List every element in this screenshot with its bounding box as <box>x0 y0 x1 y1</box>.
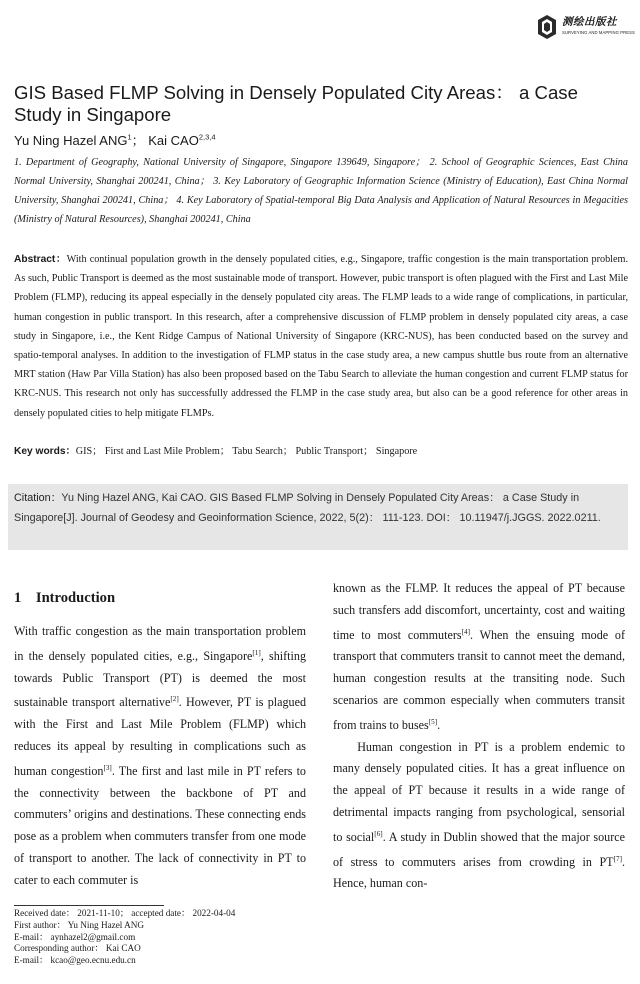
intro-right-column <box>333 578 625 895</box>
intro-paragraph-1-cont <box>333 578 625 737</box>
author-2-affil: 2,3,4 <box>198 132 216 142</box>
author-separator: ； <box>131 133 149 148</box>
abstract <box>14 250 628 423</box>
author-2: Kai CAO <box>148 133 199 148</box>
text-run: . However, PT is plagued with the First and Last Mile Problem (FLMP) which reduces its appeal by resulting in complications such as human congestion <box>14 695 306 778</box>
text-run: Human congestion in PT is a problem endemic to many densely populated cities. It has a great influence on the appeal of PT because it results in a wide range of detrimental impacts ranging from psychological, sensorial to social <box>333 739 625 844</box>
paper-title: GIS Based FLMP Solving in Densely Populated City Areas： a Case Study in Singapore <box>14 82 578 125</box>
intro-left-column <box>14 621 306 892</box>
corresponding-author-note: Corresponding author： Kai CAO <box>14 943 141 954</box>
citation-ref-4[interactable]: [4] <box>461 627 470 636</box>
footnote-divider <box>14 905 164 906</box>
keywords-label: Key words： <box>14 446 76 457</box>
text-run: . The first and last mile in PT refers to the connectivity between the backbone of PT and commuters’ origins and destinations. These connecting ends pose as a problem when commuters transfer from one mode of transport to another. The lack of connectivity in PT to cater to each commuter is <box>14 763 306 887</box>
publisher-logo <box>536 12 635 46</box>
author-line <box>14 130 216 149</box>
keywords <box>14 442 417 457</box>
corresponding-author-email[interactable]: E-mail： kcao@geo.ecnu.edu.cn <box>14 955 136 966</box>
citation-ref-6[interactable]: [6] <box>374 829 383 838</box>
citation-label: Citation： <box>14 492 62 504</box>
citation-ref-7[interactable]: [7] <box>613 854 622 863</box>
publisher-name-en: SURVEYING AND MAPPING PRESS <box>562 30 635 35</box>
intro-paragraph-1 <box>14 621 306 892</box>
first-author-email[interactable]: E-mail： aynhazel2@gmail.com <box>14 931 136 942</box>
publisher-emblem-icon <box>536 14 558 40</box>
received-date: Received date： 2021-11-10； accepted date： 2022-04-04 <box>14 908 236 918</box>
text-run: known as the FLMP. It reduces the appeal of PT because such transfers add discomfort, uncertainty, cost and waiting time to most commuters <box>333 581 625 642</box>
abstract-text: With continual population growth in the densely populated cities, e.g., Singapore, traffic congestion is the main transportation problem. As such, Public Transport is deemed as the most sustainable mode of transport. However, pubic transport is often plagued with the First and Last Mile Problem (FLMP), reducing its appeal especially in the densely populated city areas. The FLMP leads to a wide range of complications, in particular, human congestion in public transport. In this research, after a comprehensive discussion of FLMP problem in densely populated city areas, a case study in Singapore, i.e., the Kent Ridge Campus of National University of Singapore (KRC-NUS), has been conducted based on the survey and spatio-temporal analyses. In addition to the investigation of FLMP status in the case study area, a new campus shuttle bus route from an alternative MRT station (Haw Par Villa Station) has also been proposed based on the Tabu Search to alleviate the human congestion and current FLMP status for KRC-NUS. This research not only has successfully addressed the FLMP in the case study area, but also can be a good reference for other areas in densely populated cities to help mitigate FLMPs. <box>14 254 628 419</box>
text-run: , shifting towards Public Transport (PT) is deemed the most sustainable transport alternative <box>14 648 306 710</box>
citation-ref-2[interactable]: [2] <box>170 695 179 704</box>
text-run: . Hence, human con- <box>333 854 625 891</box>
citation-box <box>8 484 628 550</box>
first-author-note: First author： Yu Ning Hazel ANG <box>14 919 145 930</box>
author-1-affil: 1 <box>127 132 132 142</box>
citation-ref-3[interactable]: [3] <box>103 763 112 772</box>
affiliations: 1. Department of Geography, National University of Singapore, Singapore 139649, Singapore； 2. School of Geographic Sciences, East China Normal University, Shanghai 200241, China； 3. Key Laboratory of Geographic Information Science (Ministry of Education), East China Normal University, Shanghai 200241, China； 4. Key Laboratory of Spatial-temporal Big Data Analysis and Application of Natural Resources in Megacities (Ministry of Natural Resources), Shanghai 200241, China <box>14 157 628 225</box>
citation-ref-5[interactable]: [5] <box>428 717 438 726</box>
citation-text: Yu Ning Hazel ANG, Kai CAO. GIS Based FLMP Solving in Densely Populated City Areas： a Case Study in Singapore[J]. Journal of Geodesy and Geoinformation Science, 2022, 5(2)： 111-123. DOI： 10.11947/j.JGGS. 2022.0211. <box>14 492 601 524</box>
footnotes <box>14 908 314 967</box>
intro-paragraph-2 <box>333 737 625 896</box>
text-run: With traffic congestion as the main transportation problem in the densely populated cities, e.g., Singapore <box>14 624 306 663</box>
author-1: Yu Ning Hazel ANG <box>14 133 128 148</box>
publisher-name-cn: 测绘出版社 <box>562 16 617 28</box>
abstract-label: Abstract： <box>14 254 67 265</box>
keywords-text: GIS； First and Last Mile Problem； Tabu Search； Public Transport； Singapore <box>75 446 418 457</box>
text-run: . <box>437 717 441 732</box>
section-heading-introduction: 1 Introduction <box>14 590 116 606</box>
text-run: . A study in Dublin showed that the major source of stress to commuters arises from crowding in PT <box>333 829 625 869</box>
text-run: . When the ensuing mode of transport that commuters transit to cannot meet the demand, human congestion results at the transiting node. Such scenarios are common especially when commuters transit from trains to buses <box>333 627 626 732</box>
citation-ref-1[interactable]: [1] <box>252 648 261 657</box>
